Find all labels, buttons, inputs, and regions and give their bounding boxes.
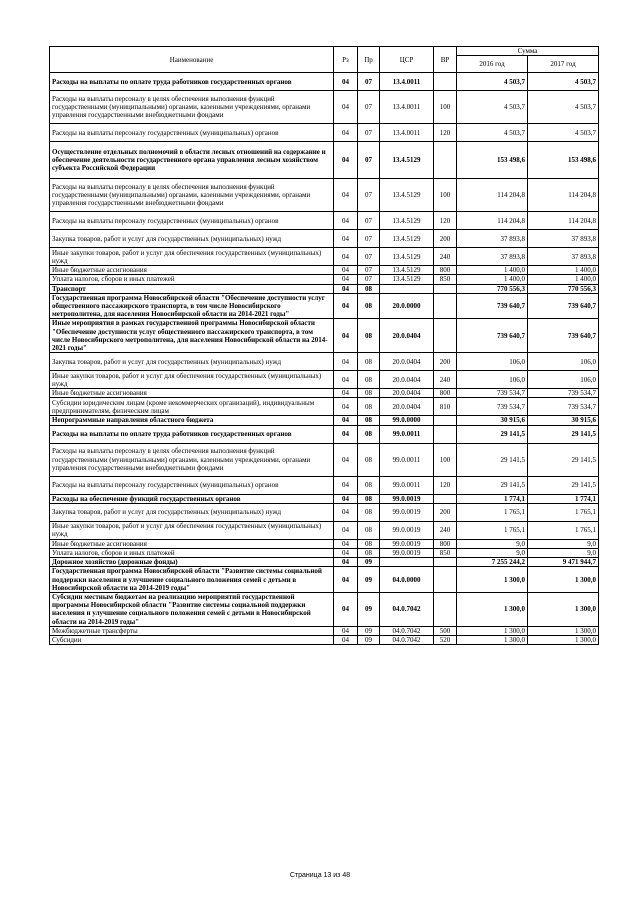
row-pr: 08 [358,389,380,398]
row-rz: 04 [334,503,358,521]
table-row [50,398,599,416]
row-sum-2017: 4 503,7 [528,73,599,91]
row-name: Уплата налогов, сборов и иных платежей [50,275,334,284]
row-sum-2017: 739 534,7 [528,389,599,398]
row-sum-2017: 114 204,8 [528,212,599,230]
row-csr: 13.4.0011 [380,91,434,124]
row-rz: 04 [334,558,358,567]
row-vr: 120 [434,124,457,142]
table-row [50,416,599,425]
row-pr: 08 [358,293,380,319]
row-vr: 810 [434,398,457,416]
row-sum-2016: 1 300,0 [457,593,528,627]
row-rz: 04 [334,293,358,319]
row-name: Дорожное хозяйство (дорожные фонды) [50,558,334,567]
row-vr: 800 [434,539,457,548]
row-name: Расходы на выплаты персоналу государственных (муниципальных) органов [50,476,334,494]
row-rz: 04 [334,248,358,266]
row-sum-2016: 739 640,7 [457,319,528,353]
row-sum-2017: 153 498,6 [528,142,599,179]
table-row [50,275,599,284]
table-row [50,636,599,645]
header-year-2016: 2016 год [457,56,528,73]
row-name: Иные бюджетные ассигнования [50,539,334,548]
row-vr [434,319,457,353]
row-sum-2017: 106,0 [528,371,599,389]
row-csr: 13.4.0011 [380,73,434,91]
table-row [50,212,599,230]
row-vr: 850 [434,275,457,284]
row-pr: 08 [358,371,380,389]
row-csr [380,284,434,293]
row-pr: 09 [358,626,380,635]
row-csr: 99.0.0011 [380,443,434,476]
row-sum-2016: 1 400,0 [457,275,528,284]
row-sum-2016: 4 503,7 [457,73,528,91]
row-sum-2017: 29 141,5 [528,425,599,443]
row-name: Расходы на выплаты персоналу в целях обеспечения выполнения функций государственными (муниципальными) органами, казенными учреждениями, органами управления государственными внебюджетными фондами [50,443,334,476]
row-csr: 20.0.0000 [380,293,434,319]
row-name: Иные бюджетные ассигнования [50,389,334,398]
row-vr [434,558,457,567]
row-sum-2017: 1 774,1 [528,494,599,503]
row-vr: 850 [434,549,457,558]
row-vr [434,284,457,293]
row-rz: 04 [334,443,358,476]
row-name: Субсидии [50,636,334,645]
row-vr: 240 [434,248,457,266]
row-rz: 04 [334,124,358,142]
row-name: Иные закупки товаров, работ и услуг для обеспечения государственных (муниципальных) нужд [50,248,334,266]
table-row [50,353,599,371]
row-pr: 07 [358,212,380,230]
row-vr [434,293,457,319]
row-vr [434,142,457,179]
row-csr: 99.0.0019 [380,539,434,548]
row-pr: 09 [358,558,380,567]
row-rz: 04 [334,284,358,293]
row-sum-2016: 114 204,8 [457,179,528,212]
row-name: Осуществление отдельных полномочий в области лесных отношений на содержание и обеспечение деятельности государственного органа управления лесным хозяйством субъекта Российской Федерации [50,142,334,179]
row-sum-2017: 106,0 [528,353,599,371]
table-row [50,567,599,593]
table-row [50,558,599,567]
row-rz: 04 [334,398,358,416]
row-sum-2016: 4 503,7 [457,91,528,124]
row-sum-2017: 1 300,0 [528,626,599,635]
row-rz: 04 [334,389,358,398]
row-sum-2016: 739 640,7 [457,293,528,319]
row-vr [434,494,457,503]
table-row [50,230,599,248]
row-sum-2016: 1 400,0 [457,266,528,275]
row-rz: 04 [334,91,358,124]
row-sum-2016: 37 893,8 [457,230,528,248]
row-csr: 13.4.5129 [380,266,434,275]
row-rz: 04 [334,476,358,494]
row-name: Закупка товаров, работ и услуг для государственных (муниципальных) нужд [50,230,334,248]
row-vr [434,567,457,593]
row-sum-2016: 9,0 [457,539,528,548]
row-csr: 20.0.0404 [380,319,434,353]
row-name: Транспорт [50,284,334,293]
row-rz: 04 [334,212,358,230]
row-pr: 07 [358,230,380,248]
row-sum-2017: 1 300,0 [528,593,599,627]
row-pr: 08 [358,521,380,539]
table-row [50,91,599,124]
row-name: Иные мероприятия в рамках государственной программы Новосибирской области "Обеспечение доступности услуг общественного пассажирского транспорта, в том числе Новосибирского метрополитена, для населения Новосибирской области на 2014-2021 годы" [50,319,334,353]
table-row [50,593,599,627]
row-csr: 13.4.5129 [380,212,434,230]
row-sum-2017: 9,0 [528,549,599,558]
page-number: Страница 13 из 48 [289,872,351,879]
header-vr: ВР [434,47,457,73]
header-name: Наименование [50,47,334,73]
row-name: Субсидии местным бюджетам на реализацию мероприятий государственной программы Новосибирской области "Развитие системы социальной поддержки населения и улучшение социального положения семей с детьми в Новосибирской области на 2014-2019 годы" [50,593,334,627]
row-csr: 20.0.0404 [380,398,434,416]
row-csr: 99.0.0019 [380,503,434,521]
row-sum-2016: 37 893,8 [457,248,528,266]
row-name: Расходы на выплаты персоналу государственных (муниципальных) органов [50,212,334,230]
row-vr: 240 [434,371,457,389]
row-sum-2016: 29 141,5 [457,443,528,476]
row-csr: 20.0.0404 [380,371,434,389]
row-pr: 08 [358,425,380,443]
table-row [50,476,599,494]
row-vr: 800 [434,389,457,398]
row-pr: 08 [358,476,380,494]
row-name: Иные бюджетные ассигнования [50,266,334,275]
row-name: Государственная программа Новосибирской области "Обеспечение доступности услуг общественного пассажирского транспорта, в том числе Новосибирского метрополитена, для населения Новосибирской области на 2014-2021 годы" [50,293,334,319]
header-csr: ЦСР [380,47,434,73]
row-vr [434,73,457,91]
row-vr: 800 [434,266,457,275]
header-pr: Пр [358,47,380,73]
table-row [50,248,599,266]
row-csr: 13.4.5129 [380,179,434,212]
row-rz: 04 [334,73,358,91]
row-rz: 04 [334,319,358,353]
row-sum-2017: 29 141,5 [528,443,599,476]
row-name: Межбюджетные трансферты [50,626,334,635]
row-sum-2017: 1 765,1 [528,503,599,521]
row-rz: 04 [334,230,358,248]
row-pr: 08 [358,284,380,293]
row-pr: 07 [358,179,380,212]
budget-table [49,46,599,645]
header-year-2017: 2017 год [528,56,599,73]
row-sum-2016: 9,0 [457,549,528,558]
row-csr: 99.0.0011 [380,476,434,494]
table-row [50,626,599,635]
row-rz: 04 [334,549,358,558]
table-body [50,73,599,645]
row-name: Закупка товаров, работ и услуг для государственных (муниципальных) нужд [50,353,334,371]
row-pr: 07 [358,124,380,142]
header-sum: Сумма [457,47,599,56]
row-sum-2017: 9,0 [528,539,599,548]
row-vr: 200 [434,353,457,371]
row-rz: 04 [334,353,358,371]
row-name: Расходы на выплаты персоналу государственных (муниципальных) органов [50,124,334,142]
row-pr: 08 [358,353,380,371]
row-rz: 04 [334,142,358,179]
row-sum-2017: 1 300,0 [528,567,599,593]
row-sum-2016: 1 300,0 [457,626,528,635]
table-row [50,284,599,293]
row-sum-2016: 114 204,8 [457,212,528,230]
row-csr: 20.0.0404 [380,353,434,371]
row-pr: 08 [358,549,380,558]
row-pr: 07 [358,91,380,124]
row-sum-2016: 30 915,6 [457,416,528,425]
row-pr: 08 [358,319,380,353]
row-csr: 04.0.7042 [380,636,434,645]
row-pr: 08 [358,503,380,521]
row-csr: 99.0.0011 [380,425,434,443]
row-csr: 13.4.5129 [380,230,434,248]
row-csr: 99.0.0019 [380,494,434,503]
row-name: Иные закупки товаров, работ и услуг для обеспечения государственных (муниципальных) нужд [50,521,334,539]
row-sum-2017: 739 534,7 [528,398,599,416]
table-row [50,142,599,179]
row-vr [434,416,457,425]
row-sum-2017: 4 503,7 [528,124,599,142]
row-sum-2017: 739 640,7 [528,293,599,319]
row-name: Уплата налогов, сборов и иных платежей [50,549,334,558]
row-sum-2017: 37 893,8 [528,248,599,266]
row-rz: 04 [334,521,358,539]
row-sum-2016: 4 503,7 [457,124,528,142]
header-rz: Рз [334,47,358,73]
row-pr: 08 [358,494,380,503]
table-row [50,389,599,398]
row-pr: 08 [358,443,380,476]
row-name: Иные закупки товаров, работ и услуг для обеспечения государственных (муниципальных) нужд [50,371,334,389]
table-row [50,293,599,319]
row-vr [434,593,457,627]
row-sum-2017: 1 400,0 [528,275,599,284]
row-vr [434,425,457,443]
row-vr: 200 [434,503,457,521]
row-sum-2016: 739 534,7 [457,398,528,416]
row-name: Расходы на выплаты по оплате труда работников государственных органов [50,425,334,443]
row-rz: 04 [334,425,358,443]
row-sum-2017: 9 471 944,7 [528,558,599,567]
row-rz: 04 [334,626,358,635]
table-row [50,266,599,275]
row-sum-2017: 1 400,0 [528,266,599,275]
table-row [50,494,599,503]
row-pr: 07 [358,266,380,275]
row-sum-2017: 739 640,7 [528,319,599,353]
row-rz: 04 [334,539,358,548]
row-vr: 100 [434,179,457,212]
row-csr: 04.0.0000 [380,567,434,593]
row-name: Расходы на выплаты по оплате труда работников государственных органов [50,73,334,91]
row-vr: 100 [434,443,457,476]
row-sum-2016: 1 774,1 [457,494,528,503]
row-csr: 20.0.0404 [380,389,434,398]
row-name: Субсидии юридическим лицам (кроме некоммерческих организаций), индивидуальным предпринимателям, физическим лицам [50,398,334,416]
row-name: Закупка товаров, работ и услуг для государственных (муниципальных) нужд [50,503,334,521]
table-row [50,124,599,142]
row-name: Непрограммные направления областного бюджета [50,416,334,425]
row-vr: 100 [434,91,457,124]
row-csr: 04.0.7042 [380,593,434,627]
row-csr: 13.4.5129 [380,248,434,266]
row-rz: 04 [334,416,358,425]
row-csr: 99.0.0000 [380,416,434,425]
row-pr: 09 [358,636,380,645]
row-sum-2016: 1 300,0 [457,636,528,645]
row-sum-2016: 106,0 [457,353,528,371]
row-sum-2016: 739 534,7 [457,389,528,398]
table-row [50,425,599,443]
row-pr: 07 [358,248,380,266]
table-row [50,503,599,521]
row-name: Расходы на выплаты персоналу в целях обеспечения выполнения функций государственными (муниципальными) органами, казенными учреждениями, органами управления государственными внебюджетными фондами [50,179,334,212]
table-row [50,549,599,558]
row-rz: 04 [334,275,358,284]
row-csr: 99.0.0019 [380,549,434,558]
row-rz: 04 [334,636,358,645]
row-sum-2016: 153 498,6 [457,142,528,179]
row-sum-2017: 37 893,8 [528,230,599,248]
row-pr: 08 [358,398,380,416]
row-vr: 500 [434,626,457,635]
row-sum-2017: 770 556,3 [528,284,599,293]
row-sum-2017: 29 141,5 [528,476,599,494]
row-sum-2017: 4 503,7 [528,91,599,124]
row-vr: 120 [434,212,457,230]
row-sum-2017: 1 765,1 [528,521,599,539]
row-sum-2016: 29 141,5 [457,476,528,494]
row-vr: 200 [434,230,457,248]
row-name: Расходы на обеспечение функций государственных органов [50,494,334,503]
row-vr: 120 [434,476,457,494]
table-row [50,371,599,389]
row-rz: 04 [334,567,358,593]
row-sum-2016: 106,0 [457,371,528,389]
row-pr: 07 [358,275,380,284]
row-sum-2016: 7 255 244,2 [457,558,528,567]
row-sum-2016: 1 765,1 [457,521,528,539]
row-rz: 04 [334,266,358,275]
row-csr [380,558,434,567]
row-csr: 13.4.5129 [380,275,434,284]
row-pr: 09 [358,567,380,593]
table-row [50,179,599,212]
row-name: Государственная программа Новосибирской области "Развитие системы социальной поддержки населения и улучшение социального положения семей с детьми в Новосибирской области на 2014-2019 годы" [50,567,334,593]
row-pr: 07 [358,142,380,179]
row-pr: 08 [358,539,380,548]
row-rz: 04 [334,593,358,627]
row-pr: 07 [358,73,380,91]
row-rz: 04 [334,179,358,212]
table-row [50,319,599,353]
table-row [50,539,599,548]
row-csr: 99.0.0019 [380,521,434,539]
row-sum-2017: 30 915,6 [528,416,599,425]
row-vr: 240 [434,521,457,539]
row-sum-2017: 1 300,0 [528,636,599,645]
row-rz: 04 [334,371,358,389]
row-sum-2017: 114 204,8 [528,179,599,212]
row-pr: 09 [358,593,380,627]
row-rz: 04 [334,494,358,503]
row-csr: 13.4.5129 [380,142,434,179]
row-sum-2016: 770 556,3 [457,284,528,293]
row-sum-2016: 1 300,0 [457,567,528,593]
row-sum-2016: 1 765,1 [457,503,528,521]
row-csr: 13.4.0011 [380,124,434,142]
table-row [50,443,599,476]
row-name: Расходы на выплаты персоналу в целях обеспечения выполнения функций государственными (муниципальными) органами, казенными учреждениями, органами управления государственными внебюджетными фондами [50,91,334,124]
row-sum-2016: 29 141,5 [457,425,528,443]
row-pr: 08 [358,416,380,425]
table-row [50,73,599,91]
row-vr: 520 [434,636,457,645]
row-csr: 04.0.7042 [380,626,434,635]
table-row [50,521,599,539]
